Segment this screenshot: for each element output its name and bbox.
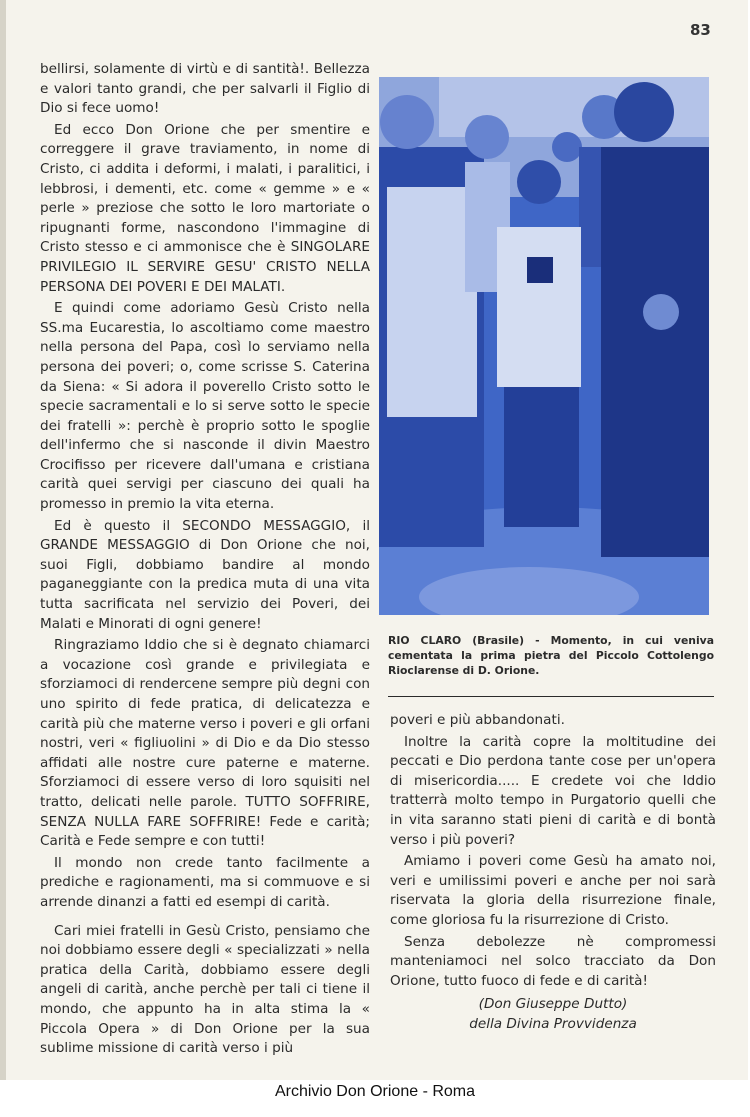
photo-caption: RIO CLARO (Brasile) - Momento, in cui veniva cementata la prima pietra del Piccolo Cottolengo Rioclarense di D. Orione. bbox=[388, 634, 714, 677]
paragraph: Ringraziamo Iddio che si è degnato chiamarci a vocazione così grande e privilegiata e sforziamoci di rendercene sempre più degni con uno spirito di fede pratica, di delicatezza e carità più che materne verso i poveri e gli orfani nostri, veri « figliuolini » di Dio e da Dio stesso affidati alle nostre cure paterne e materne. Sforziamoci di essere verso di loro squisiti nel tratto, delicati nelle parole. TUTTO SOFFRIRE, SENZA NULLA FARE SOFFRIRE! Fede e carità; Carità e Fede sempre e con tutti! bbox=[40, 637, 370, 850]
paragraph: bellirsi, solamente di virtù e di santità!. Bellezza e valori tanto grandi, che per salvarli il Figlio di Dio si fece uomo! bbox=[40, 61, 370, 117]
left-text-column bbox=[40, 60, 370, 1059]
paragraph: Ed è questo il SECONDO MESSAGGIO, il GRANDE MESSAGGIO di Don Orione che noi, suoi Figli, dobbiamo bandire al mondo paganeggiante con la predica muta di una vita tutta sacrificata nel servizio dei Poveri, dei Malati e Minorati di ogni genere! bbox=[40, 517, 370, 632]
signature-affiliation: della Divina Provvidenza bbox=[469, 1015, 637, 1032]
divider-line bbox=[388, 696, 714, 697]
paragraph: Il mondo non crede tanto facilmente a prediche e ragionamenti, ma si commuove e si arrende dinanzi a fatti ed esempi di carità. bbox=[40, 854, 370, 910]
paragraph: Inoltre la carità copre la moltitudine dei peccati e Dio perdona tante cose per un'opera di misericordia..... E credete voi che Iddio tratterrà molto tempo in Purgatorio quelli che in vita saranno stati pieni di carità e di bontà verso i più poveri? bbox=[390, 733, 716, 848]
paragraph: E quindi come adoriamo Gesù Cristo nella SS.ma Eucarestia, lo ascoltiamo come maestro nella persona del Papa, così lo serviamo nella persona dei poveri; o, come scrisse S. Caterina da Siena: « Si adora il poverello Cristo sotto le specie sacramentali e lo si serve sotto le specie dei fratelli »: perchè è proprio sotto le spoglie dell'infermo che si nasconde il divin Maestro Crocifisso per ricevere dall'umana e cristiana carità quei servigi per ciascuno dei quali ha promesso in premio la vita eterna. bbox=[40, 300, 370, 513]
signature-block bbox=[390, 995, 716, 1034]
paragraph: Ed ecco Don Orione che per smentire e correggere il grave traviamento, in nome di Cristo, ci addita i deformi, i malati, i paralitici, i lebbrosi, i dementi, etc. come « gemme » e « perle » preziose che sotto le loro martoriate o ripugnanti forme, nascondono l'immagine di Cristo stesso e ci ammonisce che è SINGOLARE PRIVILEGIO IL SERVIRE GESU' CRISTO NELLA PERSONA DEI POVERI E DEI MALATI. bbox=[40, 121, 370, 295]
paragraph: Amiamo i poveri come Gesù ha amato noi, veri e umilissimi poveri e anche per noi sarà riservata la gloria della risurrezione finale, come gloriosa fu la risurrezione di Cristo. bbox=[390, 853, 716, 928]
photo-illustration bbox=[379, 77, 709, 615]
paragraph: Senza debolezze nè compromessi manteniamoci nel solco tracciato da Don Orione, tutto fuoco di fede e di carità! bbox=[390, 933, 716, 989]
right-text-column bbox=[390, 711, 716, 1035]
paragraph: Cari miei fratelli in Gesù Cristo, pensiamo che noi dobbiamo essere degli « specializzati » nella pratica della Carità, dobbiamo essere degli angeli di carità, anche perchè per tali ci tiene il mondo, che appunto ha in alta stima la « Piccola Opera » di Don Orione per la sua sublime missione di carità verso i più bbox=[40, 922, 370, 1057]
signature-name: (Don Giuseppe Dutto) bbox=[478, 996, 628, 1013]
archive-footer: Archivio Don Orione - Roma bbox=[274, 1083, 476, 1100]
photograph-ceremony bbox=[379, 77, 709, 615]
paragraph: poveri e più abbandonati. bbox=[390, 712, 565, 728]
page-number: 83 bbox=[690, 21, 711, 39]
